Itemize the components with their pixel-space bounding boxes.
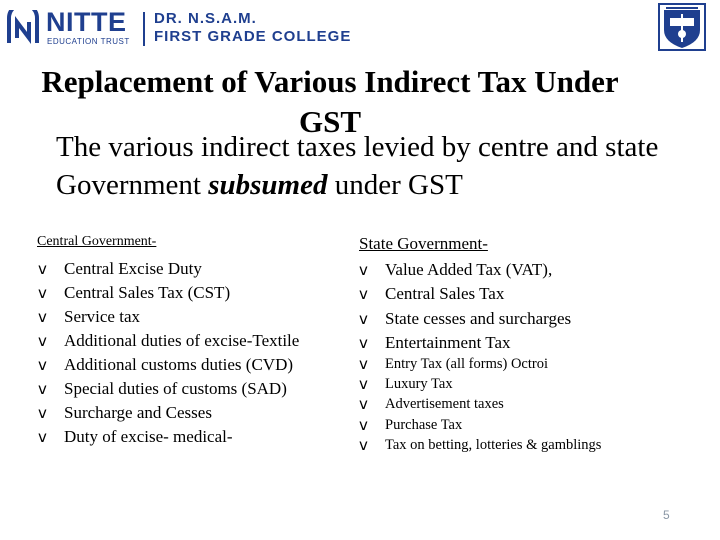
state-government-list-secondary [359,354,601,455]
logo-divider [143,12,145,46]
list-item [359,258,571,282]
list-item-label: Special duties of customs (SAD) [64,379,287,398]
college-name-line2: FIRST GRADE COLLEGE [154,28,352,45]
list-item [359,331,571,355]
list-item-label: Central Sales Tax (CST) [64,283,231,302]
subtitle-text-start: The various indirect taxes levied by centre and state Government [56,131,659,201]
bullet-icon: v [38,428,47,446]
list-item [359,415,601,435]
college-crest-icon [656,2,708,52]
state-government-list-main [359,258,571,355]
bullet-icon: v [359,261,368,279]
bullet-icon: v [38,308,47,326]
list-item [38,305,299,329]
slide-subtitle [56,128,696,204]
bullet-icon: v [359,333,368,352]
list-item-label: State cesses and surcharges [385,308,572,328]
list-item-label: Central Sales Tax [385,284,505,304]
subtitle-emphasis: subsumed [208,169,328,201]
list-item-label: Advertisement taxes [385,396,504,413]
list-item-label: Additional customs duties (CVD) [64,355,294,374]
list-item [359,307,571,331]
list-item-label: Luxury Tax [385,376,453,393]
subtitle-text-end: under GST [327,169,463,201]
bullet-icon: v [38,260,47,278]
list-item-label: Entertainment Tax [385,332,511,352]
list-item [359,354,601,374]
bullet-icon: v [38,356,47,374]
bullet-icon: v [38,380,47,398]
bullet-icon: v [359,375,368,394]
bullet-icon: v [38,284,47,302]
list-item [38,281,299,305]
central-government-list [38,257,299,449]
list-item [359,394,601,414]
org-name: NITTE [46,7,127,37]
bullet-icon: v [38,404,47,422]
list-item-label: Surcharge and Cesses [64,403,212,422]
list-item [38,425,299,449]
list-item [38,401,299,425]
bullet-icon: v [359,395,368,414]
bullet-icon: v [359,309,368,328]
slide-title: Replacement of Various Indirect Tax Under GST [41,64,619,139]
header-logo-bar [0,0,720,60]
state-government-heading: State Government- [359,234,488,253]
college-name-line1: DR. N.S.A.M. [154,10,257,27]
org-subtitle: EDUCATION TRUST [47,37,130,46]
list-item [38,353,299,377]
list-item-label: Entry Tax (all forms) Octroi [385,356,549,372]
bullet-icon: v [359,435,368,454]
list-item-label: Value Added Tax (VAT), [385,260,553,279]
nitte-logo-icon [6,10,40,46]
bullet-icon: v [359,285,368,304]
list-item-label: Central Excise Duty [64,259,202,278]
bullet-icon: v [359,355,368,373]
list-item [359,435,601,455]
bullet-icon: v [38,332,47,350]
list-item [38,257,299,281]
list-item-label: Purchase Tax [385,416,463,433]
list-item [38,329,299,353]
list-item [38,377,299,401]
list-item [359,282,571,306]
central-government-heading: Central Government- [37,234,157,249]
list-item-label: Additional duties of excise-Textile [64,331,300,350]
list-item-label: Tax on betting, lotteries & gamblings [385,436,602,453]
list-item-label: Service tax [64,307,140,326]
list-item [359,374,601,394]
bullet-icon: v [359,415,368,434]
page-number: 5 [663,508,670,522]
list-item-label: Duty of excise- medical- [64,427,233,446]
